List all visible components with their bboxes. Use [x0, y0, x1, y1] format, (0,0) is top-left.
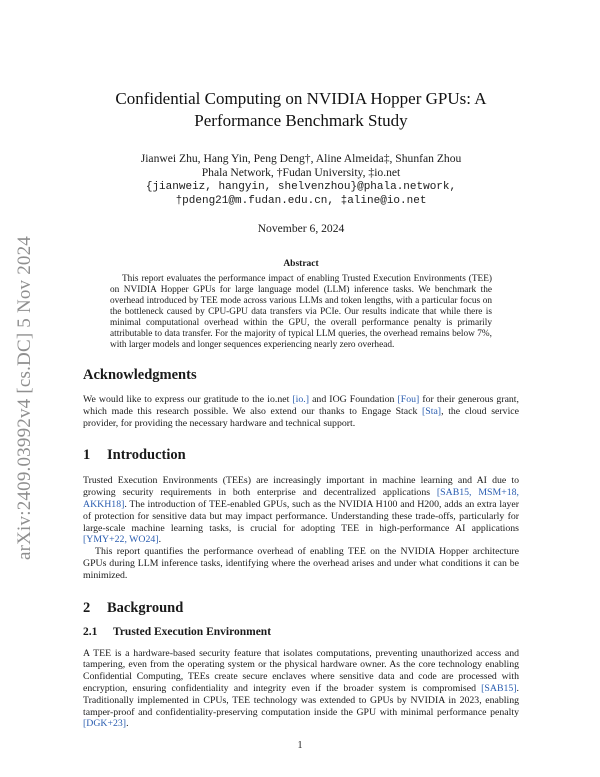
citation-link[interactable]: [SAB15, MSM+18, AKKH18] [83, 487, 519, 510]
abstract-section [83, 259, 519, 351]
ack-text-1: We would like to express our gratitude to the io.net [83, 394, 293, 405]
tee-text-1: A TEE is a hardware-based security feature that isolates computations, preventing unauthorized access and tampering, even from the operating system or the physical hardware owner. As the core technology enabling Confidential Computing, TEEs create secure enclaves where sensitive data and code are processed with encryption, ensuring confidentiality and integrity even if the broader system is compromised [83, 647, 519, 694]
author-emails-line-1: {jianweiz, hangyin, shelvenzhou}@phala.network, [145, 181, 457, 193]
author-block [83, 152, 519, 208]
tee-paragraph [83, 648, 519, 731]
citation-link[interactable]: [io.] [292, 394, 309, 405]
tee-text-2: . Traditionally implemented in CPUs, TEE technology was extended to GPUs by NVIDIA in 2023, enabling tamper-proof and confidentiality-preserving computation inside the GPU with minimal performance penalty [83, 682, 519, 718]
ack-text-2: and IOG Foundation [308, 394, 398, 405]
introduction-paragraph-1 [83, 475, 519, 546]
introduction-heading [83, 447, 519, 464]
section-number: 2 [83, 599, 91, 616]
paper-date: November 6, 2024 [257, 222, 345, 235]
arxiv-stamp [14, 208, 36, 588]
tee-text-3: . [126, 718, 129, 730]
acknowledgments-heading-text: Acknowledgments [83, 367, 197, 383]
arxiv-id: arXiv:2409.03992v4 [cs.DC] 5 Nov 2024 [14, 235, 36, 561]
abstract-text: This report evaluates the performance impact of enabling Trusted Execution Environments (TEE) on NVIDIA Hopper GPUs for large language model (LLM) inference tasks. We benchmark the overhead introduced by TEE mode across various LLMs and token lengths, with a particular focus on the bottleneck caused by CPU-GPU data transfers via PCIe. Our results indicate that while there is minimal computational overhead within the GPU, the overall performance penalty is primarily attributable to data transfer. For the majority of typical LLM queries, the overhead remains below 7%, with larger models and longer sequences experiencing nearly zero overhead. [110, 274, 492, 350]
citation-link[interactable]: [Fou] [397, 394, 420, 405]
paper-title-line-1: Confidential Computing on NVIDIA Hopper GPUs: A [115, 89, 487, 108]
abstract-heading: Abstract [283, 259, 319, 269]
subsection-number: 2.1 [83, 625, 98, 638]
intro-text-2: . The introduction of TEE-enabled GPUs, such as the NVIDIA H100 and H200, adds an extra layer of protection for sensitive data but may impact performance. Understanding these trade-offs, particularly for large-scale machine learning tasks, is crucial for adopting TEE in high-performance AI applications [83, 498, 519, 534]
page-number: 1 [297, 740, 303, 751]
background-heading [83, 600, 519, 617]
introduction-paragraph-2: This report quantifies the performance overhead of enabling TEE on the NVIDIA Hopper architecture GPUs during LLM inference tasks, identifying where the overhead arises and under what conditions it can be minimized. [83, 546, 519, 581]
citation-link[interactable]: [YMY+22, WO24] [83, 534, 159, 546]
ack-text-4: , the cloud service provider, for providing the necessary hardware and technical support. [83, 405, 519, 429]
ack-text-3: for their generous grant, which made this research possible. We also extend our thanks to Engage Stack [83, 394, 519, 417]
acknowledgments-heading [83, 367, 519, 384]
intro-text-1: Trusted Execution Environments (TEEs) are increasingly important in machine learning and AI due to growing security requirements in both enterprise and decentralized applications [83, 475, 519, 499]
author-emails-line-2: †pdeng21@m.fudan.edu.cn, ‡aline@io.net [175, 195, 427, 207]
citation-link[interactable]: [DGK+23] [83, 718, 127, 730]
paper-page [83, 88, 519, 730]
author-affiliations: Phala Network, †Fudan University, ‡io.net [201, 166, 401, 179]
introduction-heading-text: Introduction [107, 447, 186, 464]
background-heading-text: Background [107, 599, 184, 616]
paper-title [83, 88, 519, 132]
tee-subsection-heading-text: Trusted Execution Environment [113, 625, 272, 638]
paper-title-line-2: Performance Benchmark Study [194, 111, 408, 130]
author-names: Jianwei Zhu, Hang Yin, Peng Deng†, Aline Almeida‡, Shunfan Zhou [140, 152, 462, 165]
citation-link[interactable]: [Sta] [422, 405, 442, 417]
citation-link[interactable]: [SAB15] [481, 682, 517, 694]
tee-subsection-heading [83, 626, 519, 638]
intro-text-3: . [158, 534, 162, 546]
section-number: 1 [83, 447, 91, 464]
acknowledgments-paragraph [83, 394, 519, 429]
